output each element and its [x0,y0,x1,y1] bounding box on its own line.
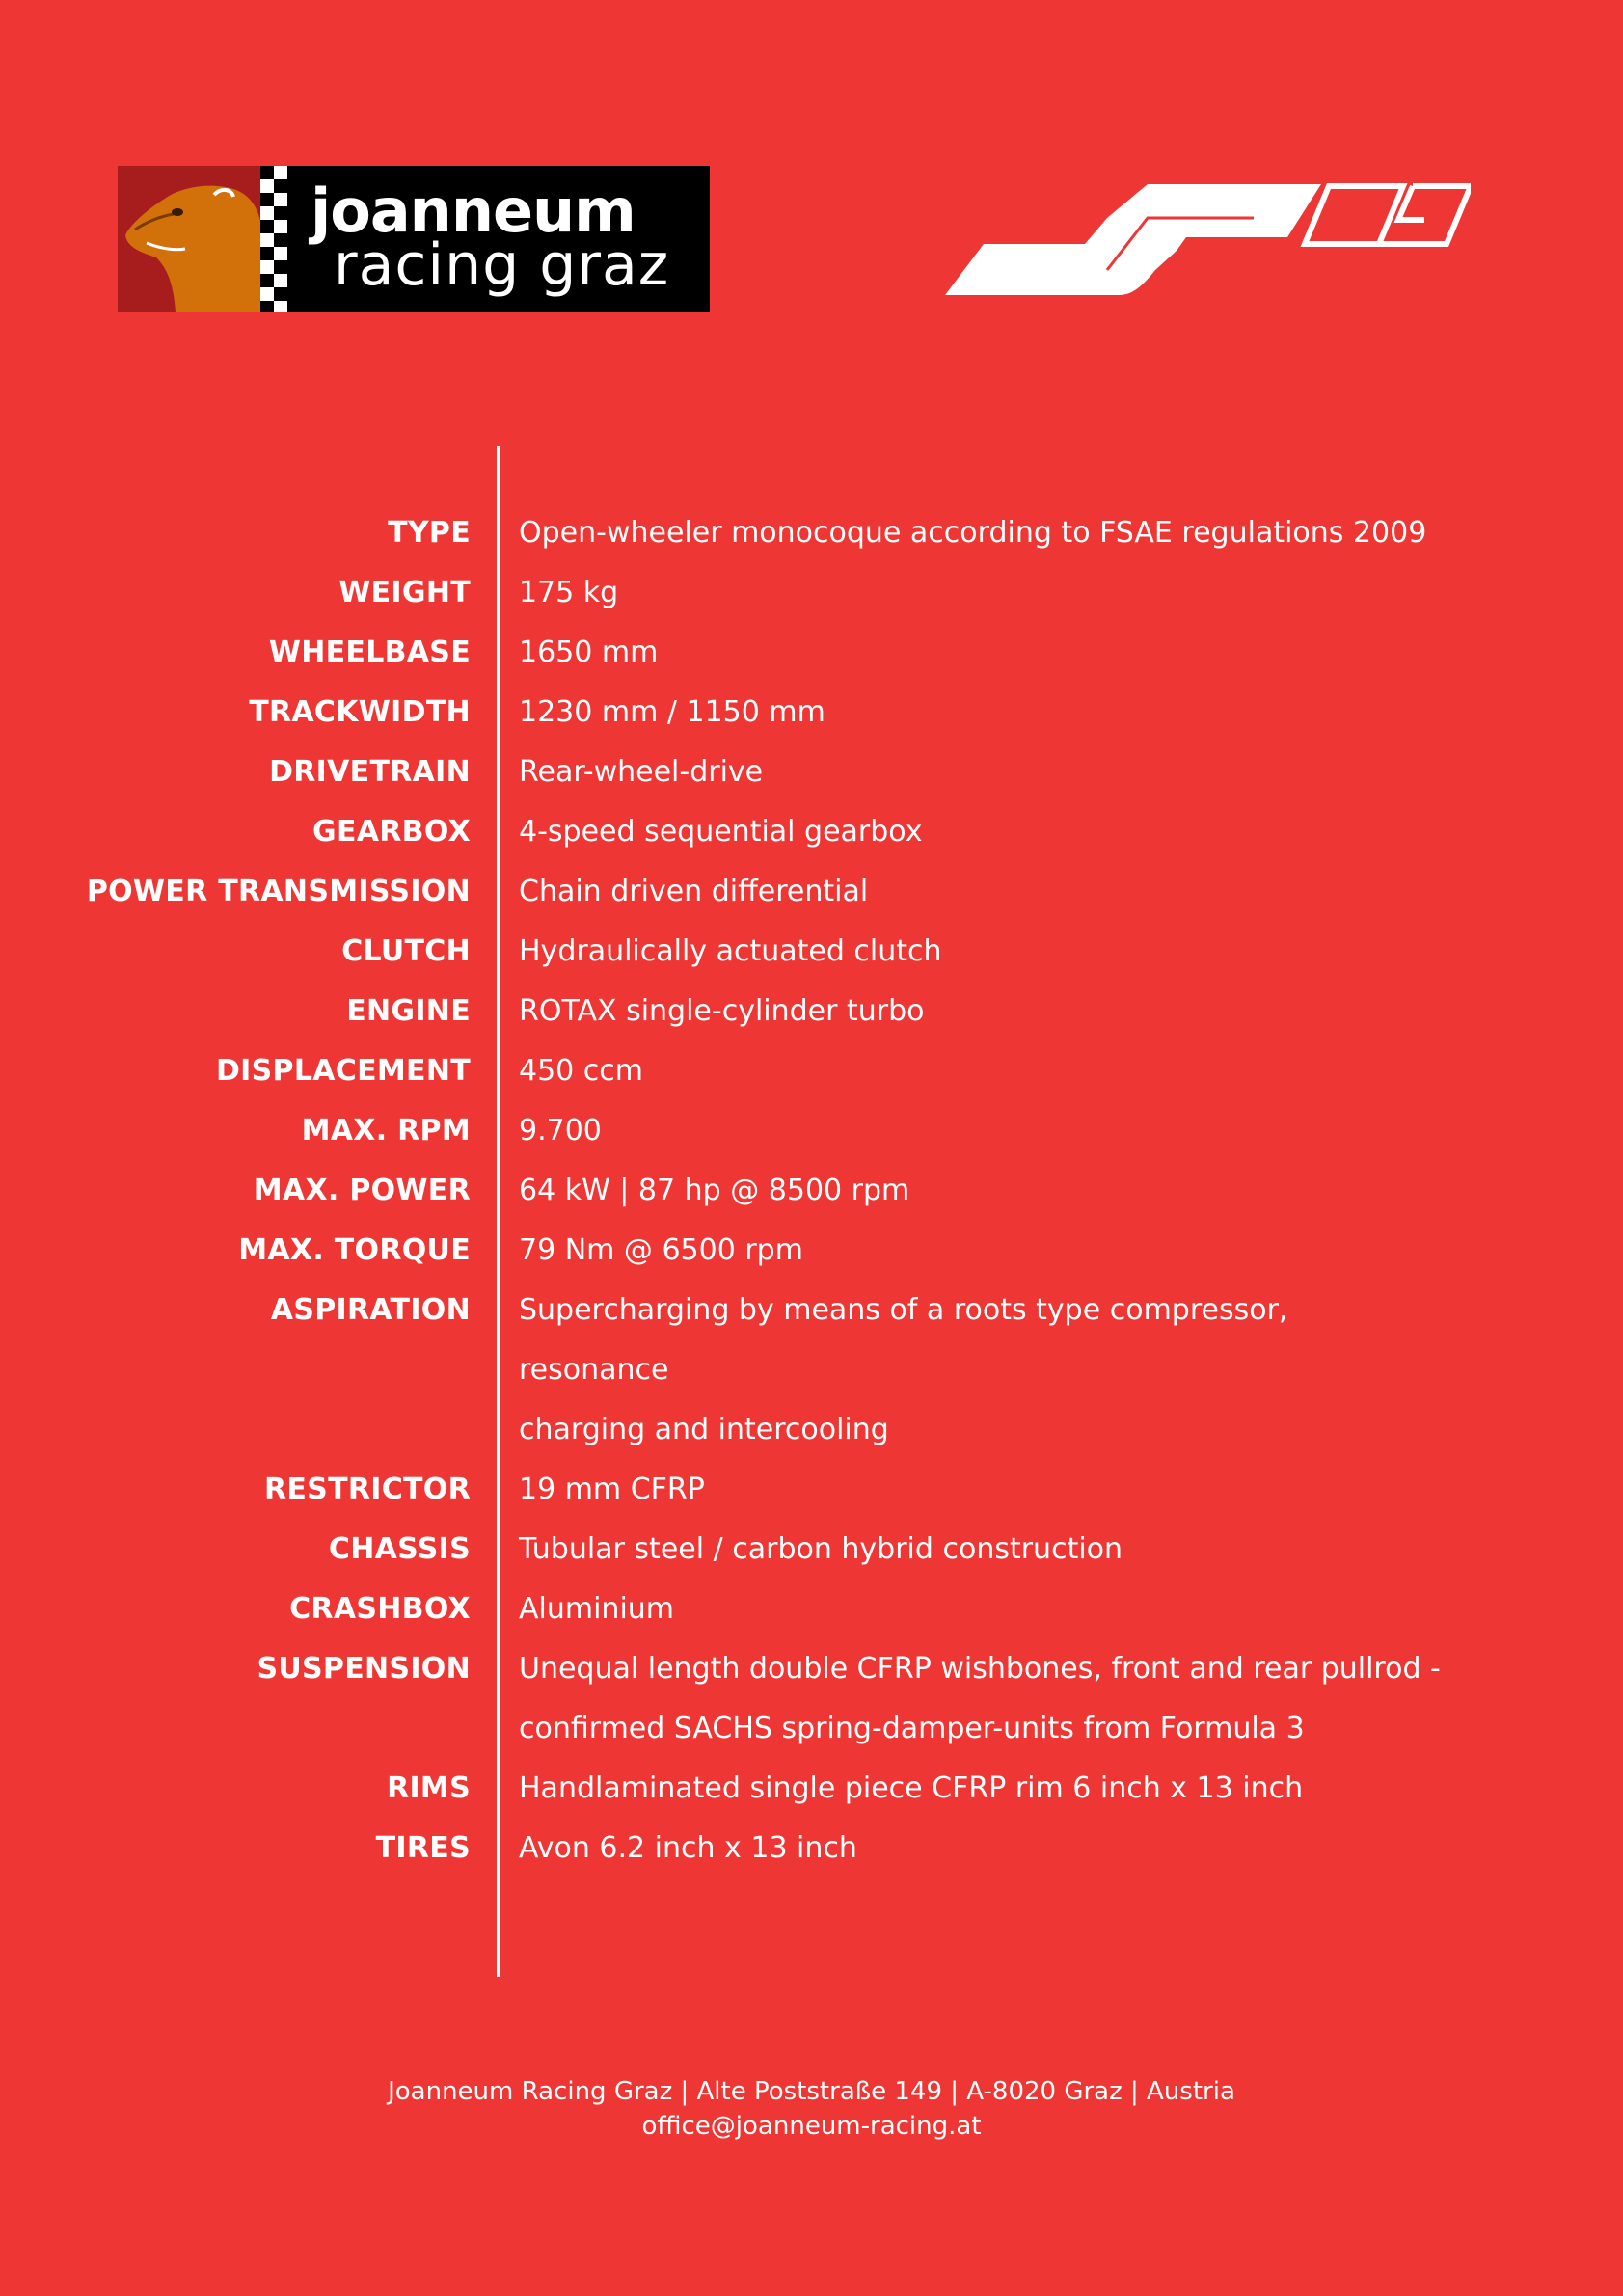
spec-row-tires [0,1819,1623,1878]
spec-row-gearbox [0,802,1623,862]
team-logo [118,166,710,312]
spec-value: Chain driven differential [519,875,869,908]
spec-value: ROTAX single-cylinder turbo [519,994,925,1028]
spec-value: 4-speed sequential gearbox [519,815,923,849]
spec-label: DISPLACEMENT [215,1054,471,1088]
spec-label: GEARBOX [312,815,471,849]
mongoose-mascot-icon [118,166,282,312]
spec-value: 1230 mm / 1150 mm [519,695,825,729]
spec-label: TYPE [388,516,471,550]
spec-value: 1650 mm [519,635,659,669]
spec-label: CHASSIS [328,1532,471,1566]
spec-row-suspension [0,1639,1623,1759]
spec-row-drivetrain [0,743,1623,802]
logo-text-racing-graz: racing graz [334,231,670,299]
spec-row-max-torque [0,1221,1623,1281]
spec-value: 450 ccm [519,1054,644,1088]
spec-value: Supercharging by means of a roots type compressor, resonance charging and intercooling [519,1293,1288,1446]
spec-row-chassis [0,1520,1623,1580]
checkered-flag-stripe [260,166,287,312]
spec-label: MAX. RPM [301,1114,471,1148]
spec-label: TRACKWIDTH [249,695,471,729]
spec-value: 79 Nm @ 6500 rpm [519,1233,803,1267]
spec-row-trackwidth [0,683,1623,743]
spec-value: Handlaminated single piece CFRP rim 6 inch x 13 inch [519,1771,1304,1805]
spec-label: SUSPENSION [257,1652,471,1686]
spec-value: 64 kW | 87 hp @ 8500 rpm [519,1174,910,1207]
spec-row-weight [0,563,1623,623]
spec-row-crashbox [0,1580,1623,1639]
spec-table [0,503,1623,1878]
spec-row-type [0,503,1623,563]
spec-row-engine [0,982,1623,1041]
spec-label: MAX. POWER [253,1174,471,1207]
spec-label: POWER TRANSMISSION [86,875,471,908]
spec-label: RIMS [387,1771,471,1805]
spec-row-displacement [0,1041,1623,1101]
spec-label: CRASHBOX [289,1592,471,1626]
spec-value: Unequal length double CFRP wishbones, front and rear pullrod - confirmed SACHS spring-damper-units from Formula 3 [519,1652,1441,1745]
spec-value: Aluminium [519,1592,675,1626]
spec-row-wheelbase [0,623,1623,683]
spec-row-clutch [0,922,1623,982]
footer [0,2074,1623,2144]
spec-value: Hydraulically actuated clutch [519,934,942,968]
logo-text-joanneum: joanneum [311,176,636,246]
spec-row-power-transmission [0,862,1623,922]
spec-value: Tubular steel / carbon hybrid construction [519,1532,1123,1566]
spec-label: WHEELBASE [268,635,471,669]
spec-label: DRIVETRAIN [269,755,471,789]
spec-row-rims [0,1759,1623,1819]
car-number-emblem [945,181,1471,297]
spec-label: TIRES [375,1831,471,1865]
spec-label: WEIGHT [338,576,471,609]
spec-value: Open-wheeler monocoque according to FSAE regulations 2009 [519,516,1427,550]
spec-row-restrictor [0,1460,1623,1520]
spec-value: 19 mm CFRP [519,1472,705,1506]
spec-value: Avon 6.2 inch x 13 inch [519,1831,857,1865]
spec-value: 9.700 [519,1114,602,1148]
spec-label: RESTRICTOR [263,1472,471,1506]
spec-row-aspiration [0,1281,1623,1460]
spec-row-max-rpm [0,1101,1623,1161]
spec-value: 175 kg [519,576,619,609]
spec-row-max-power [0,1161,1623,1221]
spec-label: MAX. TORQUE [238,1233,471,1267]
spec-label: CLUTCH [341,934,471,968]
spec-label: ENGINE [346,994,471,1028]
spec-value: Rear-wheel-drive [519,755,764,789]
footer-address: Joanneum Racing Graz | Alte Poststraße 149 | A-8020 Graz | Austria [388,2077,1235,2106]
spec-label: ASPIRATION [270,1293,471,1327]
footer-email[interactable]: office@joanneum-racing.at [641,2112,982,2141]
